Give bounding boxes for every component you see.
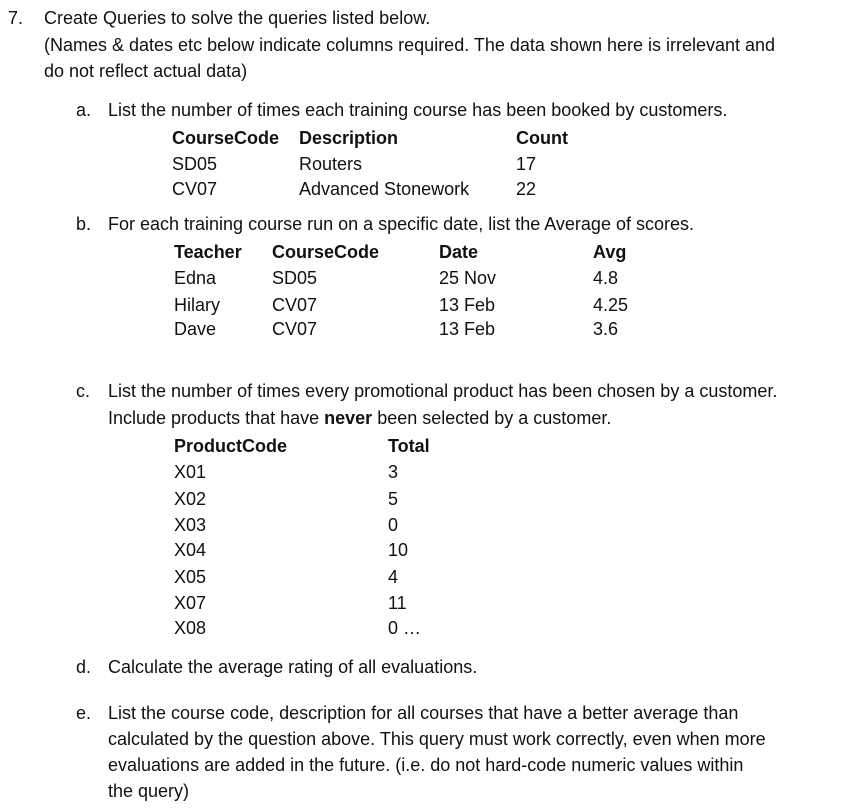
table-cell: CV07 [172,179,218,199]
table-header: CourseCode [172,128,280,148]
table-cell: X07 [174,593,207,613]
table-header: ProductCode [174,436,288,456]
table-cell: X02 [174,489,207,509]
table-cell: CV07 [272,295,318,315]
table-cell: SD05 [172,154,218,174]
table-cell: Edna [174,268,217,288]
part-a-text: List the number of times each training course has been booked by customers. [108,100,728,120]
table-cell: 4 [388,567,399,587]
table-cell: CV07 [272,319,318,339]
part-c-text-line2: Include products that have never been selected by a customer. [108,408,612,428]
part-b-text: For each training course run on a specific date, list the Average of scores. [108,214,694,234]
emphasis-never: never [324,408,373,428]
table-header: Count [516,128,568,148]
table-cell: 13 Feb [439,295,496,315]
table-cell: 13 Feb [439,319,496,339]
table-cell: 25 Nov [439,268,497,288]
question-number: 7. [8,8,24,28]
table-header: Description [299,128,399,148]
part-c-label: c. [76,381,91,401]
table-cell: X05 [174,567,207,587]
part-e-line3: evaluations are added in the future. (i.e. do not hard-code numeric values within [108,755,744,775]
table-header: Date [439,242,479,262]
table-cell: 17 [516,154,537,174]
part-c-text-line1: List the number of times every promotional product has been chosen by a customer. [108,381,778,401]
table-cell: Hilary [174,295,221,315]
table-cell: Dave [174,319,217,339]
table-header: Avg [593,242,627,262]
question-note-line1: (Names & dates etc below indicate columns required. The data shown here is irrelevant and [44,35,776,55]
table-cell: X04 [174,540,207,560]
part-e-line4: the query) [108,781,190,801]
part-e-line2: calculated by the question above. This query must work correctly, even when more [108,729,766,749]
table-cell: SD05 [272,268,318,288]
part-e-label: e. [76,703,92,723]
table-cell: Routers [299,154,363,174]
part-b-label: b. [76,214,92,234]
table-cell: 0 [388,515,399,535]
table-cell: Advanced Stonework [299,179,470,199]
part-d-label: d. [76,657,92,677]
table-cell: X01 [174,462,207,482]
table-cell: 22 [516,179,537,199]
table-cell: 0 … [388,618,422,638]
table-cell: 3 [388,462,399,482]
table-header: CourseCode [272,242,380,262]
table-cell: X08 [174,618,207,638]
table-cell: X03 [174,515,207,535]
table-header: Teacher [174,242,242,262]
table-cell: 11 [388,593,407,613]
table-cell: 4.8 [593,268,619,288]
table-header: Total [388,436,430,456]
table-cell: 4.25 [593,295,629,315]
question-note-line2: do not reflect actual data) [44,61,248,81]
table-cell: 5 [388,489,399,509]
part-d-text: Calculate the average rating of all evaluations. [108,657,478,677]
part-e-line1: List the course code, description for all courses that have a better average than [108,703,739,723]
table-cell: 10 [388,540,409,560]
table-cell: 3.6 [593,319,619,339]
part-a-label: a. [76,100,92,120]
question-title: Create Queries to solve the queries listed below. [44,8,431,28]
